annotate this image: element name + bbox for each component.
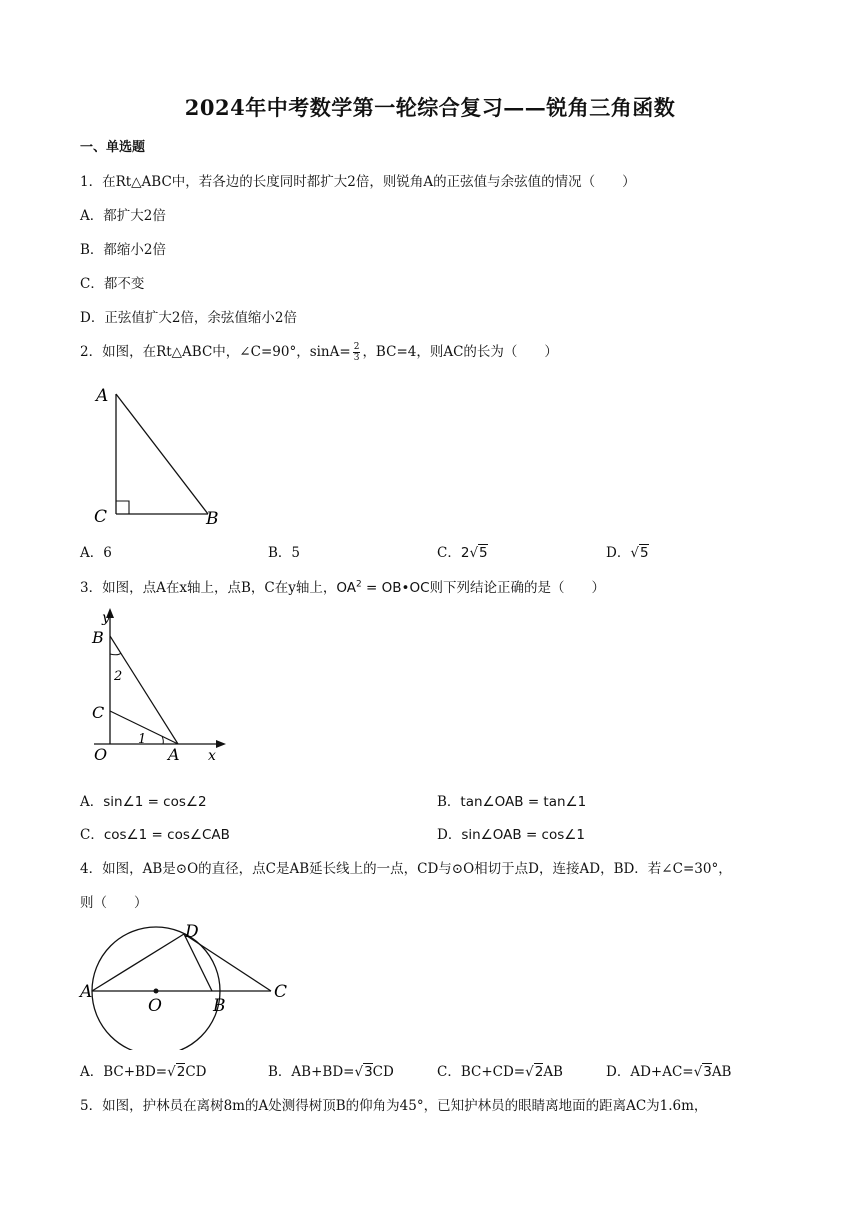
point-label-b: B xyxy=(213,996,226,1016)
option-b-end: CD xyxy=(372,1064,394,1080)
option-c-math: cos∠1 = cos∠CAB xyxy=(103,827,230,843)
axis-label-x: x xyxy=(208,748,216,764)
angle-2-arc xyxy=(110,653,121,655)
question-3-stem xyxy=(80,576,605,596)
question-3-stem-start: 3．如图，点A在x轴上，点B，C在y轴上， xyxy=(80,580,337,596)
option-b-start: B．AB+BD= xyxy=(268,1064,355,1080)
option-d-end: AB xyxy=(711,1064,732,1080)
point-label-b: B xyxy=(206,509,219,529)
option-d-prefix: D． xyxy=(437,827,462,843)
question-4-option-d[interactable]: D．AD+AC=√3AB xyxy=(606,1064,732,1080)
question-2-triangle-figure xyxy=(88,384,238,529)
right-angle-mark xyxy=(116,501,129,514)
point-label-c: C xyxy=(92,703,105,722)
option-c-end: AB xyxy=(543,1064,563,1080)
question-2-stem-end: ，BC=4，则AC的长为（ ） xyxy=(362,344,558,360)
question-2-option-a[interactable]: A．6 xyxy=(80,545,112,561)
option-a-radicand: 2 xyxy=(176,1064,186,1080)
point-label-b: B xyxy=(92,628,104,647)
angle-label-1: 1 xyxy=(138,732,147,747)
point-label-a: A xyxy=(96,386,109,406)
option-a-start: A．BC+BD= xyxy=(80,1064,168,1080)
section-heading: 一、单选题 xyxy=(80,140,146,155)
question-5-stem: 5．如图，护林员在离树8m的A处测得树顶B的仰角为45°，已知护林员的眼睛离地面的距离AC为1.6m， xyxy=(80,1098,708,1114)
question-3-option-b[interactable] xyxy=(437,790,586,810)
tangent-dc xyxy=(184,934,271,991)
fraction-denominator: 3 xyxy=(353,353,360,363)
question-4-option-c[interactable]: C．BC+CD=√2AB xyxy=(437,1064,563,1080)
option-a-end: CD xyxy=(185,1064,207,1080)
option-d-radicand: 3 xyxy=(703,1064,712,1080)
document-title: 2024年中考数学第一轮综合复习——锐角三角函数 xyxy=(184,95,676,120)
option-c-prefix: C． xyxy=(80,827,104,843)
center-point xyxy=(154,989,159,994)
question-1-option-c[interactable]: C．都不变 xyxy=(80,276,145,292)
side-ab xyxy=(116,394,208,514)
axis-label-y: y xyxy=(102,610,110,626)
question-4-stem-line-2: 则（ ） xyxy=(80,895,148,911)
question-4-option-a[interactable]: A．BC+BD=√2CD xyxy=(80,1064,207,1080)
question-2-stem xyxy=(80,340,558,363)
point-label-c: C xyxy=(274,982,288,1002)
question-2-option-c[interactable]: C．2√5 xyxy=(437,545,488,561)
chord-ad xyxy=(92,934,184,991)
question-3-option-a[interactable] xyxy=(80,790,207,810)
equation-exponent: 2 xyxy=(355,579,362,590)
question-3-option-c[interactable] xyxy=(80,823,230,843)
option-c-radicand: 2 xyxy=(534,1064,544,1080)
point-label-d: D xyxy=(185,922,199,942)
option-b-prefix: B． xyxy=(437,794,461,810)
question-4-option-b[interactable]: B．AB+BD=√3CD xyxy=(268,1064,394,1080)
fraction xyxy=(353,342,361,363)
fraction-numerator: 2 xyxy=(353,342,360,352)
equation-lhs: OA xyxy=(336,580,356,596)
option-a-prefix: A． xyxy=(80,794,104,810)
question-4-circle-figure xyxy=(78,920,298,1050)
angle-label-2: 2 xyxy=(114,669,123,684)
option-d-radicand: 5 xyxy=(639,545,649,561)
x-axis-arrow xyxy=(216,740,226,748)
point-label-a: A xyxy=(80,982,93,1002)
option-d-start: D．AD+AC= xyxy=(606,1064,694,1080)
option-d-prefix: D． xyxy=(606,545,631,561)
question-1-stem: 1．在Rt△ABC中，若各边的长度同时都扩大2倍，则锐角A的正弦值与余弦值的情况（ ） xyxy=(80,174,636,190)
option-c-start: C．BC+CD= xyxy=(437,1064,526,1080)
option-c-coefficient: 2 xyxy=(460,545,470,561)
point-label-c: C xyxy=(94,507,108,527)
point-label-o: O xyxy=(148,996,162,1016)
question-2-option-b[interactable]: B．5 xyxy=(268,545,301,561)
option-b-math: tan∠OAB = tan∠1 xyxy=(460,794,587,810)
question-4-stem-line-1: 4．如图，AB是⊙O的直径，点C是AB延长线上的一点，CD与⊙O相切于点D，连接AD，BD．若∠C=30°， xyxy=(80,861,732,877)
question-2-option-d[interactable]: D．√5 xyxy=(606,545,649,561)
question-1-option-d[interactable]: D．正弦值扩大2倍，余弦值缩小2倍 xyxy=(80,310,298,326)
option-a-math: sin∠1 = cos∠2 xyxy=(103,794,207,810)
question-2-stem-start: 2．如图，在Rt△ABC中，∠C=90°，sinA= xyxy=(80,344,351,360)
question-1-option-a[interactable]: A．都扩大2倍 xyxy=(80,208,166,224)
option-c-prefix: C． xyxy=(437,545,461,561)
origin-label-o: O xyxy=(94,745,108,764)
point-label-a: A xyxy=(168,745,180,764)
option-b-radicand: 3 xyxy=(364,1064,373,1080)
question-3-coordinate-figure xyxy=(84,604,234,768)
option-c-radicand: 5 xyxy=(479,545,488,561)
question-1-option-b[interactable]: B．都缩小2倍 xyxy=(80,242,167,258)
equation-rhs: = OB•OC xyxy=(361,580,430,596)
question-3-stem-end: 则下列结论正确的是（ ） xyxy=(429,580,605,596)
question-3-option-d[interactable] xyxy=(437,823,585,843)
option-d-math: sin∠OAB = cos∠1 xyxy=(461,827,585,843)
